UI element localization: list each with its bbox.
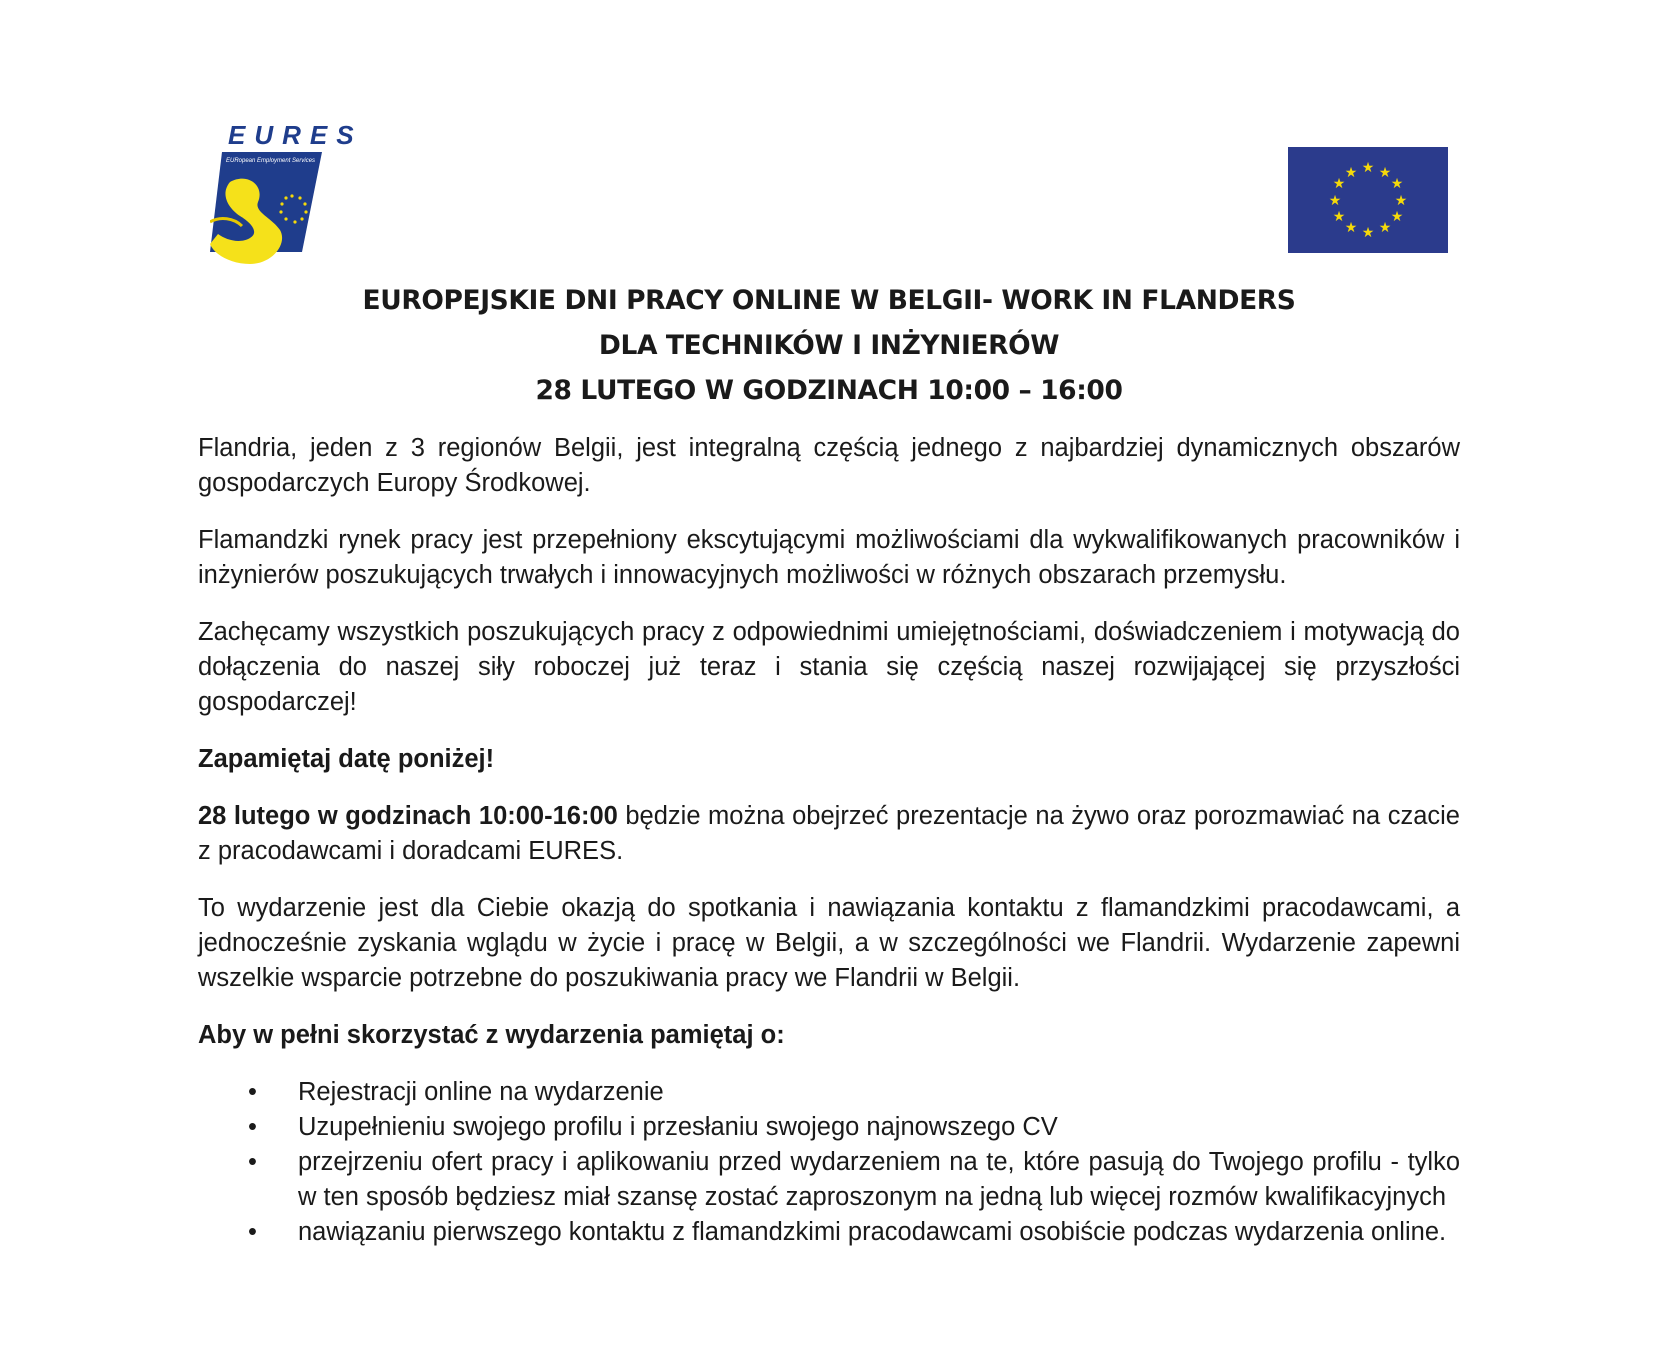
- remember-heading: Zapamiętaj datę poniżej!: [198, 745, 495, 773]
- svg-text:★: ★: [1361, 160, 1375, 176]
- paragraph-encouragement: Zachęcamy wszystkich poszukujących pracy z odpowiednimi umiejętnościami, doświadczeniem i motywacją do dołączenia do naszej siły roboczej już teraz i stania się częścią naszej rozwijającej się przyszłości gospodarczej!: [198, 618, 1460, 716]
- svg-text:★: ★: [1390, 176, 1404, 192]
- svg-text:★: ★: [1332, 209, 1346, 225]
- list-item: [198, 1110, 1460, 1145]
- svg-text:★: ★: [1361, 225, 1375, 241]
- eu-stars-icon: [1288, 147, 1448, 253]
- paragraph-labour-market: Flamandzki rynek pracy jest przepełniony ekscytującymi możliwościami dla wykwalifikowanych pracowników i inżynierów poszukujących trwałych i innowacyjnych możliwości w różnych obszarach przemysłu.: [198, 526, 1460, 589]
- list-item: [198, 1075, 1460, 1110]
- svg-text:★: ★: [1344, 220, 1358, 236]
- title-line-3: 28 LUTEGO W GODZINACH 10:00 – 16:00: [535, 375, 1123, 406]
- list-heading: Aby w pełni skorzystać z wydarzenia pamiętaj o:: [198, 1021, 785, 1049]
- list-item-text: Uzupełnieniu swojego profilu i przesłaniu swojego najnowszego CV: [298, 1113, 1058, 1141]
- svg-text:★: ★: [1394, 193, 1408, 209]
- list-item-text: nawiązaniu pierwszego kontaktu z flamandzkimi pracodawcami osobiście podczas wydarzenia online.: [298, 1218, 1447, 1246]
- bullet-icon: •: [248, 1078, 257, 1106]
- list-item-text: Rejestracji online na wydarzenie: [298, 1078, 664, 1106]
- svg-text:★: ★: [1328, 193, 1342, 209]
- bullet-icon: •: [248, 1113, 257, 1141]
- list-item: [198, 1215, 1460, 1250]
- svg-text:★: ★: [1344, 165, 1358, 181]
- eures-wordmark: EURES: [228, 120, 363, 150]
- svg-text:★: ★: [1378, 165, 1392, 181]
- svg-text:★: ★: [1332, 176, 1346, 192]
- eu-flag: [1288, 147, 1448, 253]
- paragraph-date: [198, 799, 1460, 869]
- paragraph-opportunity: To wydarzenie jest dla Ciebie okazją do spotkania i nawiązania kontaktu z flamandzkimi pracodawcami, a jednocześnie zyskania wglądu w życie i pracę w Belgii, a w szczególności we Flandrii. Wydarzenie zapewni wszelkie wsparcie potrzebne do poszukiwania pracy we Flandrii w Belgii.: [198, 894, 1460, 992]
- list-item: [198, 1145, 1460, 1215]
- tips-list: [198, 1075, 1460, 1250]
- bullet-icon: •: [248, 1218, 257, 1246]
- list-item-text: przejrzeniu ofert pracy i aplikowaniu przed wydarzeniem na te, które pasują do Twojego profilu - tylko w ten sposób będziesz miał szansę zostać zaproszonym na jedną lub więcej rozmów kwalifikacyjnych: [298, 1148, 1460, 1211]
- document-body: [198, 431, 1460, 1250]
- date-highlight: 28 lutego w godzinach 10:00-16:00: [198, 802, 618, 830]
- document-title: [198, 278, 1460, 413]
- paragraph-intro: Flandria, jeden z 3 regionów Belgii, jest integralną częścią jednego z najbardziej dynamicznych obszarów gospodarczych Europy Środkowej.: [198, 434, 1460, 497]
- eures-hand-icon: [210, 152, 340, 267]
- date-description: będzie można obejrzeć prezentacje na żywo oraz porozmawiać na czacie z pracodawcami i doradcami EURES.: [198, 802, 1460, 865]
- svg-text:★: ★: [1390, 209, 1404, 225]
- bullet-icon: •: [248, 1148, 257, 1176]
- eures-logo: [210, 120, 363, 265]
- title-line-1: EUROPEJSKIE DNI PRACY ONLINE W BELGII- WORK IN FLANDERS: [362, 285, 1296, 316]
- title-line-2: DLA TECHNIKÓW I INŻYNIERÓW: [598, 330, 1060, 361]
- svg-text:★: ★: [1378, 220, 1392, 236]
- eures-tagline: EURopean Employment Services: [226, 158, 316, 164]
